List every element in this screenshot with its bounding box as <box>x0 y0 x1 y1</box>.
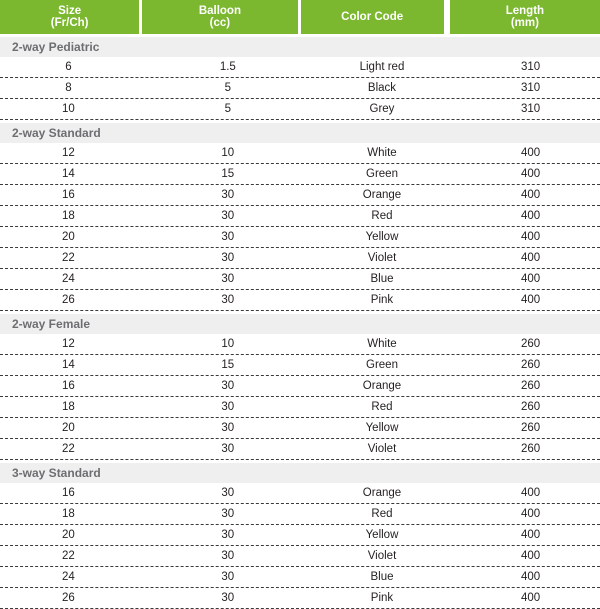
cell-color-code: Yellow <box>365 529 399 541</box>
cell-balloon: 15 <box>221 359 235 371</box>
cell-size: 24 <box>62 571 75 583</box>
cell-color-code: Blue <box>370 273 394 285</box>
cell-balloon: 30 <box>221 550 235 562</box>
cell-length: 310 <box>520 103 541 115</box>
cell-balloon: 30 <box>221 508 235 520</box>
cell-color-code: White <box>367 338 397 350</box>
cell-color-code: Black <box>367 82 397 94</box>
cell-size: 26 <box>62 592 75 604</box>
cell-balloon: 30 <box>221 273 235 285</box>
cell-color-code: Pink <box>370 294 394 306</box>
cell-length: 400 <box>520 529 541 541</box>
cell-balloon: 30 <box>221 380 235 392</box>
cell-length: 400 <box>520 252 541 264</box>
cell-balloon: 30 <box>221 443 235 455</box>
cell-color-code: Violet <box>367 443 397 455</box>
cell-color-code: Grey <box>369 103 395 115</box>
header-color-code <box>301 0 444 34</box>
cell-color-code: Yellow <box>365 422 399 434</box>
table-row <box>0 525 600 546</box>
cell-length: 400 <box>520 592 541 604</box>
table-header <box>0 0 600 34</box>
cell-size: 22 <box>62 550 75 562</box>
cell-color-code: Orange <box>362 189 402 201</box>
table-body <box>0 37 600 609</box>
table-row <box>0 334 600 355</box>
cell-length: 260 <box>520 443 541 455</box>
cell-balloon: 30 <box>221 231 235 243</box>
cell-size: 16 <box>62 380 75 392</box>
table-row <box>0 143 600 164</box>
cell-size: 6 <box>65 61 72 73</box>
cell-size: 18 <box>62 401 75 413</box>
cell-balloon: 30 <box>221 401 235 413</box>
cell-length: 310 <box>520 82 541 94</box>
table-row <box>0 567 600 588</box>
cell-balloon: 10 <box>221 147 235 159</box>
cell-size: 16 <box>62 487 75 499</box>
cell-color-code: Green <box>366 168 398 180</box>
cell-length: 400 <box>520 210 541 222</box>
section-rows <box>0 483 600 609</box>
table-row <box>0 164 600 185</box>
header-length <box>450 0 600 34</box>
cell-color-code: Red <box>371 401 393 413</box>
cell-length: 400 <box>520 508 541 520</box>
cell-color-code: Light red <box>359 61 405 73</box>
table-row <box>0 483 600 504</box>
cell-color-code: Red <box>371 508 393 520</box>
table-row <box>0 588 600 609</box>
table-row <box>0 185 600 206</box>
cell-balloon: 15 <box>221 168 235 180</box>
table-row <box>0 206 600 227</box>
cell-size: 12 <box>62 147 75 159</box>
cell-length: 310 <box>520 61 541 73</box>
section-title: 3-way Standard <box>0 463 600 483</box>
cell-length: 260 <box>520 401 541 413</box>
cell-size: 14 <box>62 168 75 180</box>
cell-balloon: 30 <box>221 592 235 604</box>
cell-size: 20 <box>62 422 75 434</box>
cell-balloon: 1.5 <box>219 61 236 73</box>
cell-length: 400 <box>520 294 541 306</box>
cell-length: 260 <box>520 380 541 392</box>
table-row <box>0 504 600 525</box>
cell-length: 400 <box>520 147 541 159</box>
table-row <box>0 376 600 397</box>
cell-balloon: 5 <box>224 103 232 115</box>
cell-size: 24 <box>62 273 75 285</box>
table-row <box>0 227 600 248</box>
cell-size: 10 <box>62 103 75 115</box>
table-row <box>0 99 600 120</box>
cell-size: 20 <box>62 529 75 541</box>
section-rows <box>0 143 600 311</box>
table-row <box>0 290 600 311</box>
header-color-code-label: Color Code <box>341 11 404 23</box>
cell-color-code: White <box>367 147 397 159</box>
cell-size: 18 <box>62 508 75 520</box>
cell-balloon: 30 <box>221 210 235 222</box>
section-rows <box>0 334 600 460</box>
cell-length: 400 <box>520 571 541 583</box>
cell-color-code: Violet <box>367 252 397 264</box>
cell-balloon: 30 <box>221 487 235 499</box>
cell-size: 22 <box>62 443 75 455</box>
cell-color-code: Blue <box>370 571 394 583</box>
cell-length: 260 <box>520 359 541 371</box>
cell-size: 12 <box>62 338 75 350</box>
cell-balloon: 30 <box>221 294 235 306</box>
cell-color-code: Orange <box>362 487 402 499</box>
table-row <box>0 57 600 78</box>
header-size <box>0 0 139 34</box>
cell-length: 400 <box>520 487 541 499</box>
cell-balloon: 30 <box>221 571 235 583</box>
cell-balloon: 10 <box>221 338 235 350</box>
cell-length: 400 <box>520 189 541 201</box>
table-row <box>0 546 600 567</box>
cell-length: 400 <box>520 550 541 562</box>
cell-balloon: 30 <box>221 252 235 264</box>
section-title: 2-way Standard <box>0 123 600 143</box>
cell-balloon: 30 <box>221 189 235 201</box>
table-row <box>0 248 600 269</box>
table-row <box>0 397 600 418</box>
section-title: 2-way Pediatric <box>0 37 600 57</box>
header-balloon <box>142 0 297 34</box>
cell-color-code: Pink <box>370 592 394 604</box>
header-balloon-line2: (cc) <box>209 17 231 29</box>
cell-size: 16 <box>62 189 75 201</box>
cell-color-code: Red <box>371 210 393 222</box>
cell-balloon: 5 <box>224 82 232 94</box>
cell-size: 26 <box>62 294 75 306</box>
header-length-line2: (mm) <box>510 17 539 29</box>
cell-balloon: 30 <box>221 422 235 434</box>
cell-length: 400 <box>520 231 541 243</box>
table-row <box>0 269 600 290</box>
table-row <box>0 439 600 460</box>
header-size-line1: Size <box>58 5 82 17</box>
cell-size: 8 <box>65 82 72 94</box>
cell-color-code: Orange <box>362 380 402 392</box>
cell-length: 400 <box>520 168 541 180</box>
cell-length: 260 <box>520 338 541 350</box>
cell-color-code: Violet <box>367 550 397 562</box>
cell-color-code: Green <box>366 359 398 371</box>
header-balloon-line1: Balloon <box>198 5 241 17</box>
table-row <box>0 78 600 99</box>
table-row <box>0 418 600 439</box>
cell-size: 18 <box>62 210 75 222</box>
header-length-line1: Length <box>505 5 545 17</box>
table-row <box>0 355 600 376</box>
section-rows <box>0 57 600 120</box>
cell-balloon: 30 <box>221 529 235 541</box>
cell-size: 22 <box>62 252 75 264</box>
header-size-line2: (Fr/Ch) <box>50 17 89 29</box>
cell-length: 260 <box>520 422 541 434</box>
cell-length: 400 <box>520 273 541 285</box>
cell-size: 20 <box>62 231 75 243</box>
cell-color-code: Yellow <box>365 231 399 243</box>
section-title: 2-way Female <box>0 314 600 334</box>
cell-size: 14 <box>62 359 75 371</box>
